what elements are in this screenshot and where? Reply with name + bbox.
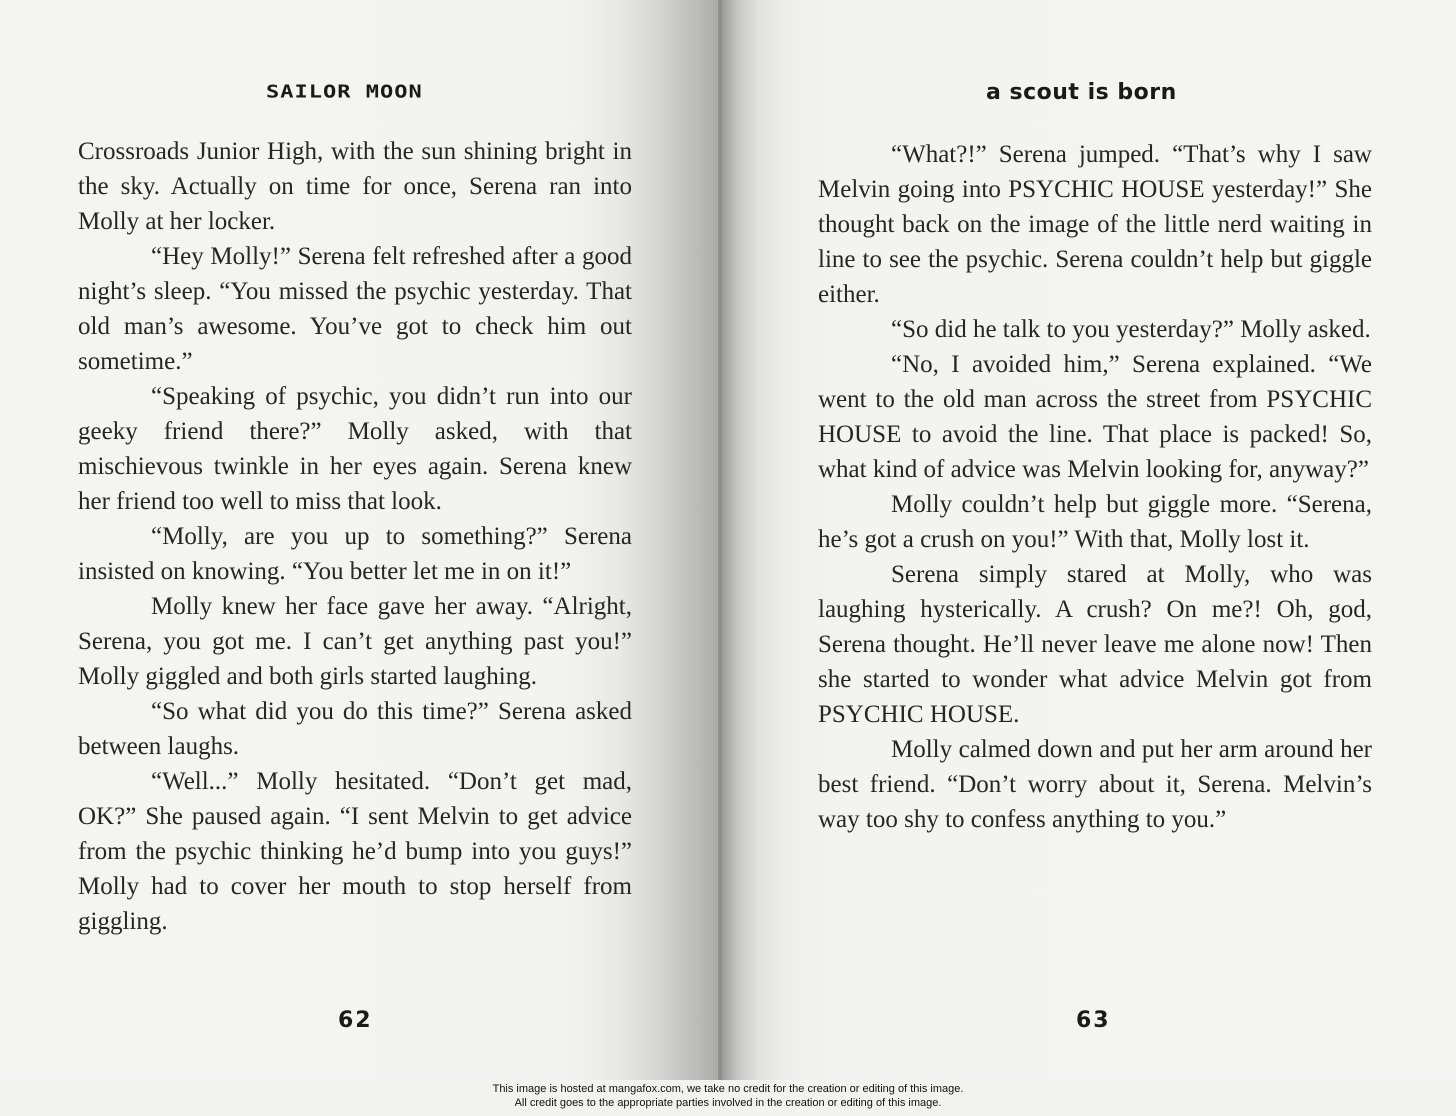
credit-line: This image is hosted at mangafox.com, we take no credit for the creation or editing of this image. (492, 1083, 964, 1095)
paragraph: “What?!” Serena jumped. “That’s why I saw Melvin going into PSYCHIC HOUSE yesterday!” She thought back on the image of the little nerd waiting in line to see the psychic. Serena couldn’t help but giggle either. (818, 141, 1372, 308)
left-page-number: 62 (338, 1008, 373, 1033)
paragraph: Molly knew her face gave her away. “Alright, Serena, you got me. I can’t get anything past you!” Molly giggled and both girls started laughing. (78, 593, 632, 690)
hosting-credit-notice (0, 1082, 1456, 1110)
credit-line: All credit goes to the appropriate parties involved in the creation or editing of this image. (514, 1097, 942, 1109)
paragraph: Molly calmed down and put her arm around her best friend. “Don’t worry about it, Serena. Melvin’s way too shy to confess anything to you.” (818, 736, 1372, 833)
left-page-text (78, 134, 632, 939)
left-page (0, 0, 722, 1080)
left-running-header: SAILOR MOON (266, 82, 423, 103)
paragraph: “Hey Molly!” Serena felt refreshed after a good night’s sleep. “You missed the psychic yesterday. That old man’s awesome. You’ve got to check him out sometime.” (78, 243, 632, 375)
right-page-number: 63 (1076, 1008, 1111, 1033)
paragraph: “Speaking of psychic, you didn’t run into our geeky friend there?” Molly asked, with that mischievous twinkle in her eyes again. Serena knew her friend too well to miss that look. (78, 383, 632, 515)
right-running-header: a scout is born (986, 80, 1177, 105)
paragraph: “No, I avoided him,” Serena explained. “We went to the old man across the street from PSYCHIC HOUSE to avoid the line. That place is packed! So, what kind of advice was Melvin looking for, anyway?” (818, 351, 1372, 483)
paragraph: “Molly, are you up to something?” Serena insisted on knowing. “You better let me in on it!” (78, 523, 632, 585)
paragraph: “Well...” Molly hesitated. “Don’t get mad, OK?” She paused again. “I sent Melvin to get advice from the psychic thinking he’d bump into you guys!” Molly had to cover her mouth to stop herself from giggling. (78, 768, 632, 935)
paragraph: Serena simply stared at Molly, who was laughing hysterically. A crush? On me?! Oh, god, Serena thought. He’ll never leave me alone now! Then she started to wonder what advice Melvin got from PSYCHIC HOUSE. (818, 561, 1372, 728)
paragraph: “So what did you do this time?” Serena asked between laughs. (78, 698, 632, 760)
paragraph: Molly couldn’t help but giggle more. “Serena, he’s got a crush on you!” With that, Molly lost it. (818, 491, 1372, 553)
right-page-text (818, 137, 1372, 837)
paragraph: Crossroads Junior High, with the sun shining bright in the sky. Actually on time for once, Serena ran into Molly at her locker. (78, 138, 632, 235)
paragraph: “So did he talk to you yesterday?” Molly asked. (891, 316, 1371, 343)
